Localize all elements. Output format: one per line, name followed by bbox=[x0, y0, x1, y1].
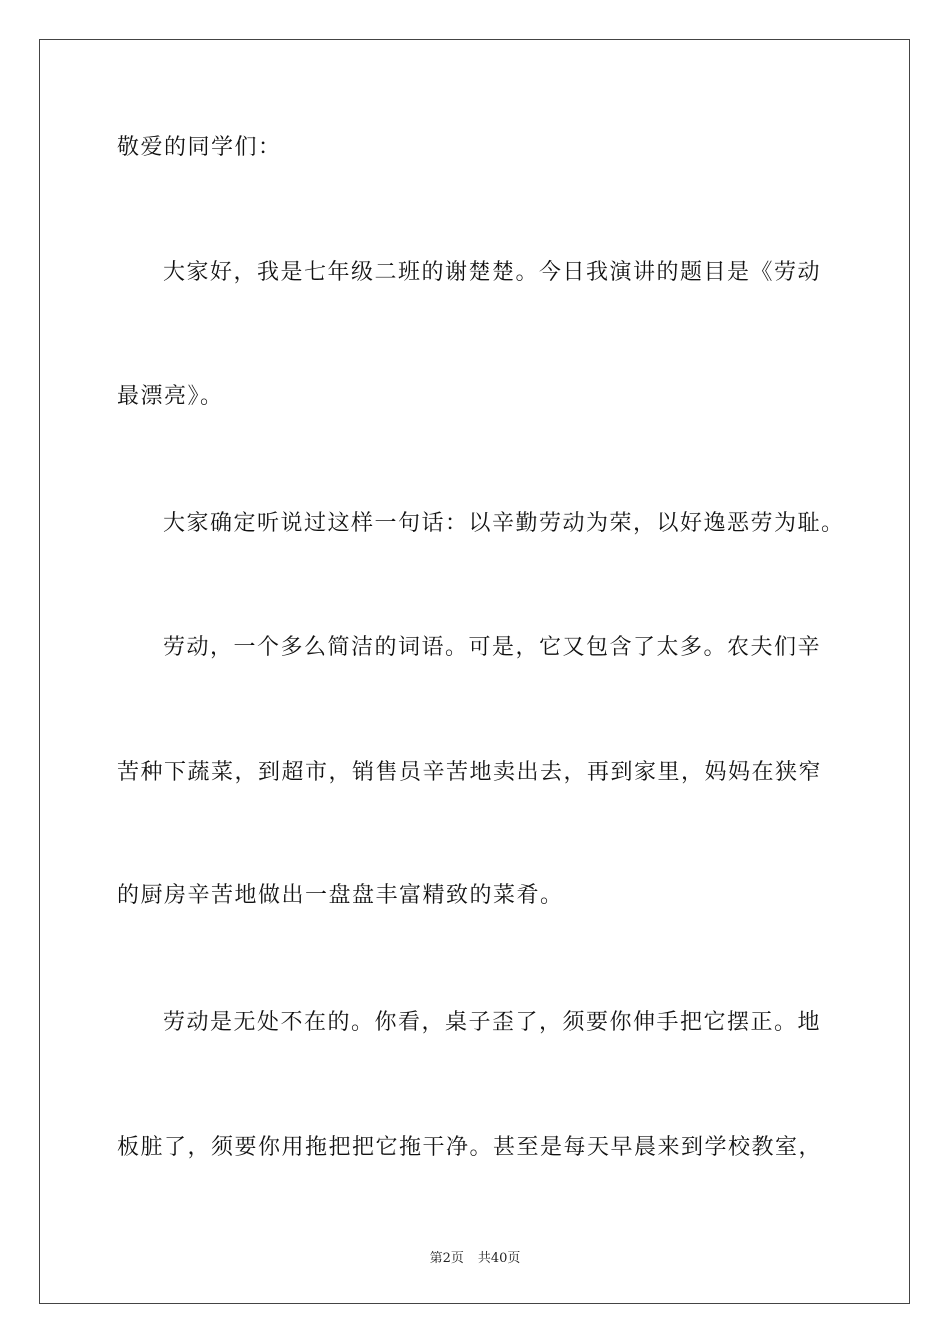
paragraph-1-line-1: 大家好，我是七年级二班的谢楚楚。今日我演讲的题目是《劳动 bbox=[163, 260, 822, 285]
page-number: 第2页 bbox=[429, 1251, 464, 1266]
paragraph-4-line-1: 劳动是无处不在的。你看，桌子歪了，须要你伸手把它摆正。地 bbox=[163, 1010, 822, 1035]
paragraph-2-line-1: 大家确定听说过这样一句话：以辛勤劳动为荣，以好逸恶劳为耻。 bbox=[163, 511, 845, 536]
paragraph-3-line-3: 的厨房辛苦地做出一盘盘丰富精致的菜肴。 bbox=[117, 883, 564, 908]
paragraph-3-line-1: 劳动，一个多么简洁的词语。可是，它又包含了太多。农夫们辛 bbox=[163, 635, 822, 660]
page-footer bbox=[0, 1247, 950, 1266]
paragraph-3-line-2: 苦种下蔬菜，到超市，销售员辛苦地卖出去，再到家里，妈妈在狭窄 bbox=[117, 760, 823, 785]
salutation-line: 敬爱的同学们： bbox=[117, 135, 282, 160]
paragraph-4-line-2: 板脏了，须要你用拖把把它拖干净。甚至是每天早晨来到学校教室， bbox=[117, 1135, 823, 1160]
page-total: 共40页 bbox=[477, 1251, 521, 1266]
page-border bbox=[39, 39, 910, 1304]
paragraph-1-line-2: 最漂亮》。 bbox=[117, 384, 224, 409]
